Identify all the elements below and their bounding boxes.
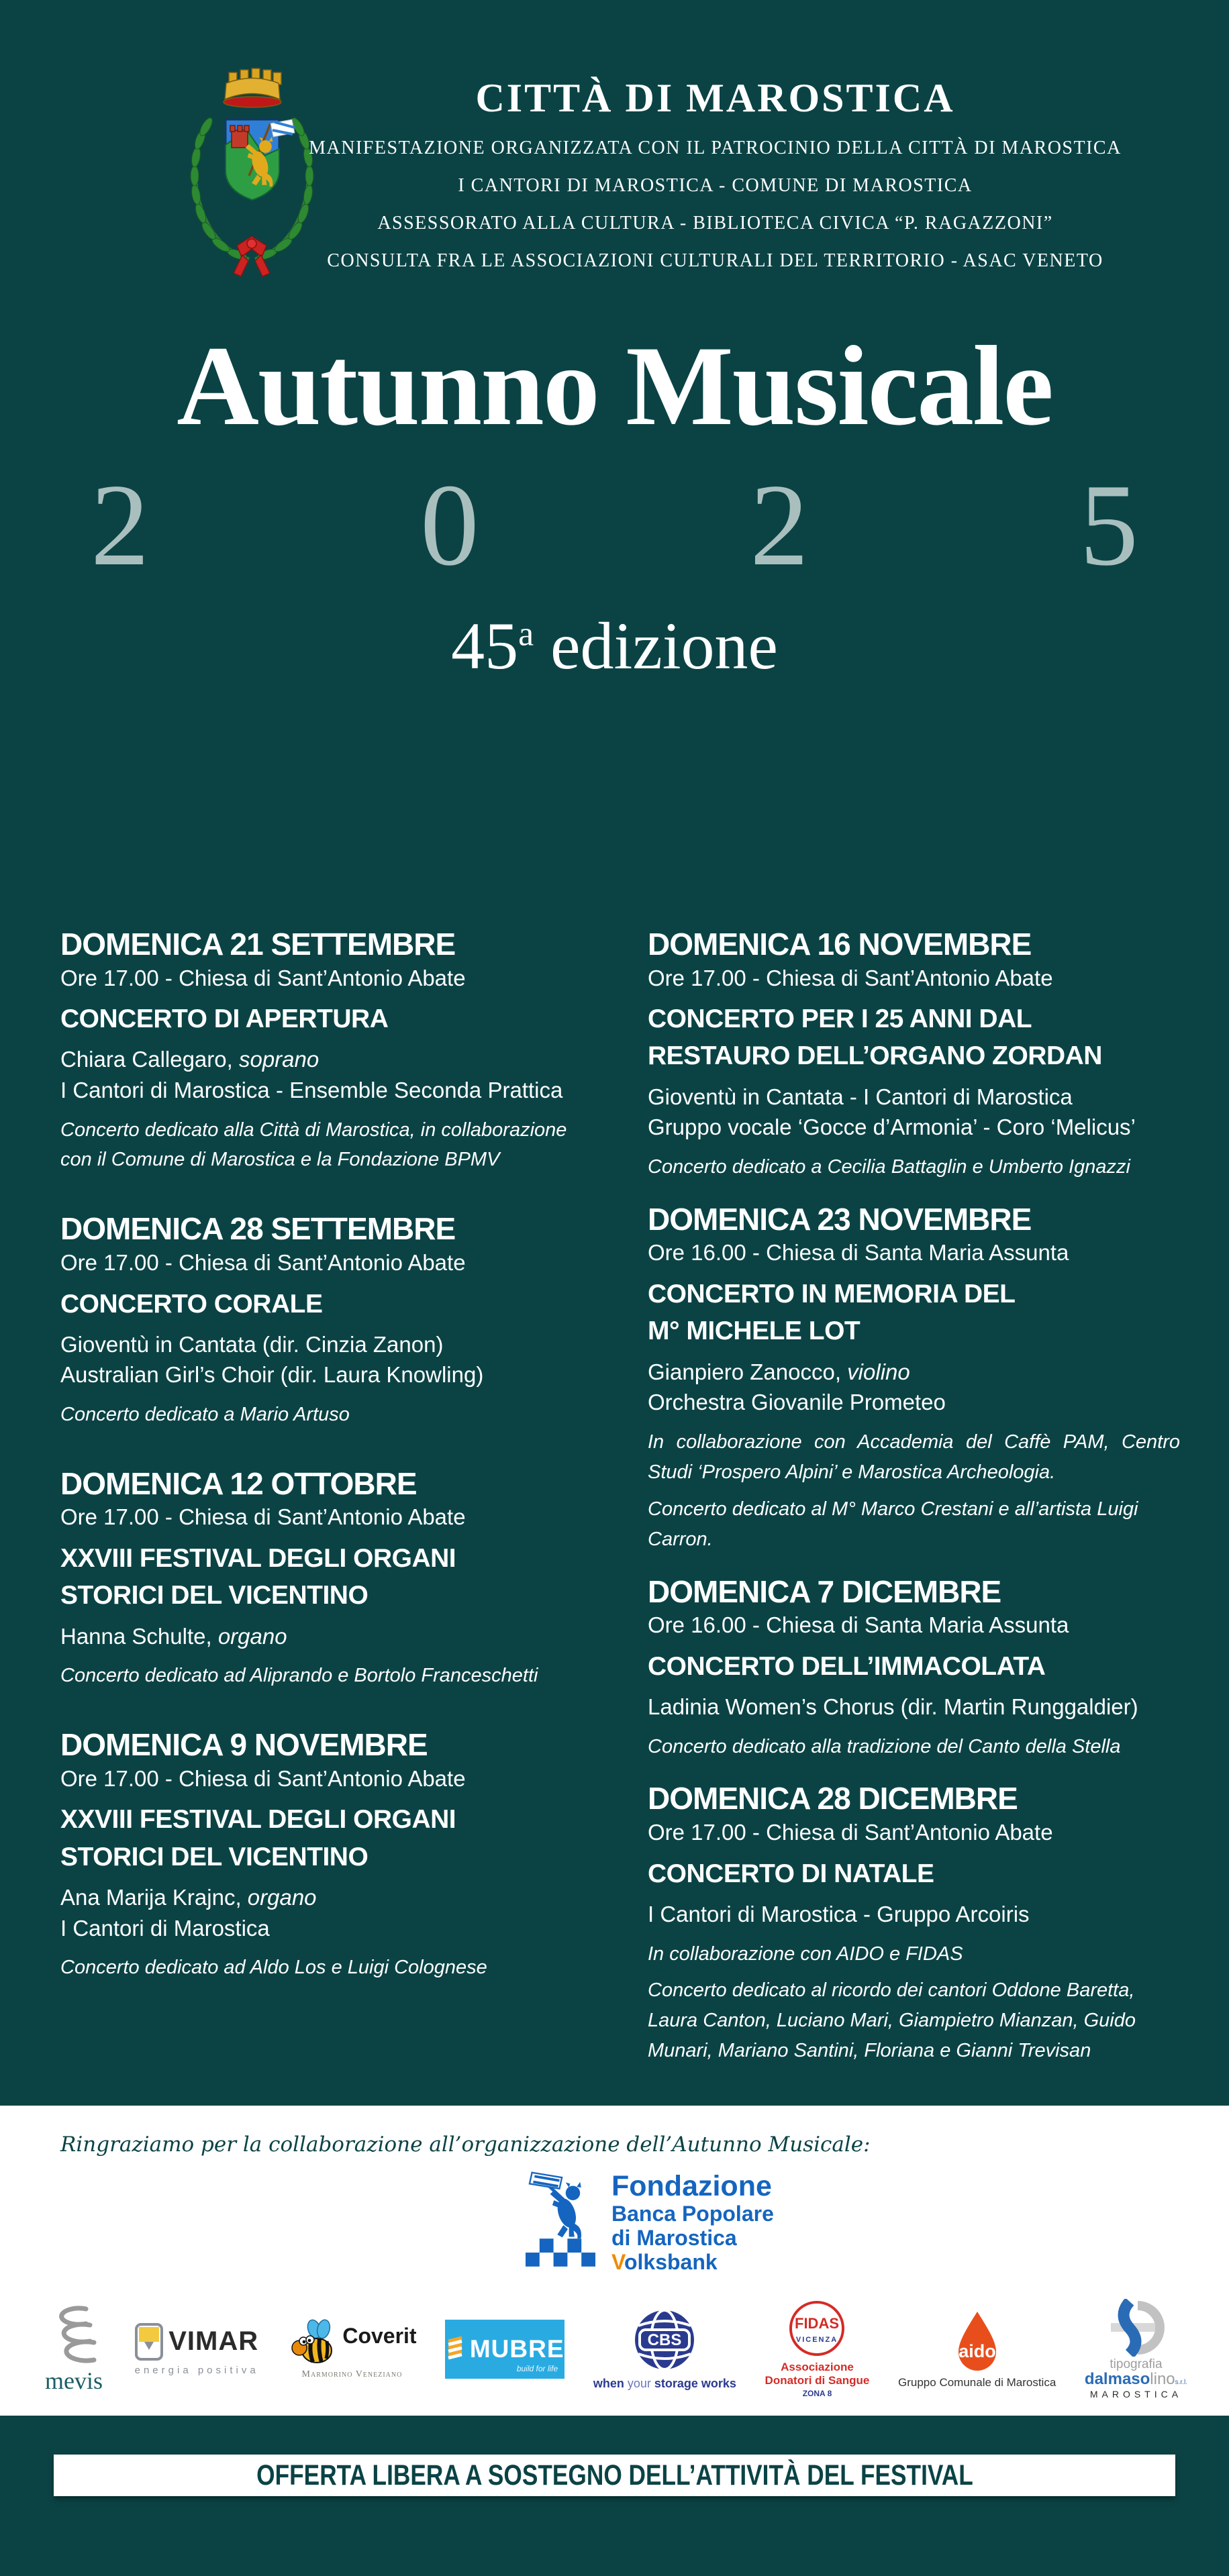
- concert-title-line: XXVIII FESTIVAL DEGLI ORGANI: [60, 1544, 456, 1574]
- fondazione-lion-icon: [526, 2170, 601, 2238]
- dedication-note: Concerto dedicato ad Aliprando e Bortolo Franceschetti: [60, 1665, 538, 1687]
- header-subtitle-2: I CANTORI DI MAROSTICA - COMUNE DI MAROSTICA: [458, 175, 973, 196]
- concert-entry: [648, 1782, 1180, 2066]
- dalmaso-srl: s.r.l.: [1175, 2378, 1187, 2386]
- aido-drop-icon: [953, 2309, 1001, 2373]
- concert-title: [648, 1648, 1180, 1685]
- concert-title-line: STORICI DEL VICENTINO: [60, 1581, 368, 1610]
- fondazione-line: Banca Popolare: [611, 2202, 774, 2226]
- concert-title-line: CONCERTO DI NATALE: [648, 1859, 934, 1888]
- performer-name: I Cantori di Marostica - Gruppo Arcoiris: [648, 1901, 1030, 1926]
- dalmaso-line-2: [1085, 2371, 1187, 2387]
- fondazione-logo-text: [611, 2170, 774, 2275]
- performer-name: Hanna Schulte,: [60, 1623, 218, 1649]
- fidas-line-3: ZONA 8: [802, 2389, 832, 2398]
- concert-title-line: CONCERTO IN MEMORIA DEL: [648, 1279, 1016, 1308]
- concert-entry: [648, 1202, 1180, 1555]
- fidas-circle-icon: [789, 2300, 845, 2357]
- concert-entry: [60, 1467, 593, 1691]
- performer-name: I Cantori di Marostica: [60, 1915, 270, 1941]
- performer-name: Australian Girl’s Choir (dir. Laura Knowling): [60, 1362, 484, 1388]
- dedication-note: Concerto dedicato al M° Marco Crestani e all’artista Luigi Carron.: [648, 1498, 1138, 1550]
- mubre-tagline: build for life: [516, 2364, 558, 2373]
- header-subtitle-3: ASSESSORATO ALLA CULTURA - BIBLIOTECA CIVICA “P. RAGAZZONI”: [377, 213, 1053, 234]
- dedication-note: Concerto dedicato alla tradizione del Canto della Stella: [648, 1735, 1121, 1757]
- checkerboard-icon: [526, 2238, 595, 2267]
- concert-title: [60, 1540, 593, 1614]
- cbs-globe-icon: [633, 2308, 696, 2371]
- performer-role: soprano: [238, 1047, 319, 1072]
- fidas-city: VICENZA: [796, 2336, 838, 2344]
- performer-name: Gruppo vocale ‘Gocce d’Armonia’ - Coro ‘Melicus’: [648, 1115, 1136, 1140]
- concert-time-location: Ore 17.00 - Chiesa di Sant’Antonio Abate: [648, 965, 1053, 990]
- performer-line: [60, 1913, 593, 1944]
- mubre-chevrons-icon: [446, 2336, 466, 2363]
- performer-name: Chiara Callegaro,: [60, 1047, 239, 1072]
- coverit-tagline: Marmorino Veneziano: [301, 2369, 403, 2379]
- performer-line: [60, 1044, 593, 1075]
- performer-name: Ladinia Women’s Chorus (dir. Martin Runggaldier): [648, 1694, 1138, 1720]
- dalmaso-suffix: lino: [1150, 2369, 1175, 2388]
- concert-title: [648, 1276, 1180, 1350]
- performer-line: [648, 1112, 1180, 1143]
- concert-title: [60, 1801, 593, 1875]
- concert-title-line: STORICI DEL VICENTINO: [60, 1842, 368, 1871]
- concert-time-location: Ore 17.00 - Chiesa di Sant’Antonio Abate: [60, 1765, 466, 1791]
- mubre-name: MUBRE: [469, 2335, 564, 2363]
- performer-role: violino: [847, 1359, 910, 1384]
- header-subtitle-1: MANIFESTAZIONE ORGANIZZATA CON IL PATROCINIO DELLA CITTÀ DI MAROSTICA: [309, 138, 1122, 158]
- sponsor-cbs-logo: [593, 2308, 736, 2391]
- thanks-line: Ringraziamo per la collaborazione all’organizzazione dell’Autunno Musicale:: [60, 2132, 871, 2157]
- cbs-name: CBS: [648, 2330, 682, 2349]
- cbs-tag-your: your: [624, 2376, 654, 2390]
- concert-date: DOMENICA 16 NOVEMBRE: [648, 927, 1032, 962]
- concert-title-line: CONCERTO DELL’IMMACOLATA: [648, 1651, 1046, 1681]
- concert-title-line: XXVIII FESTIVAL DEGLI ORGANI: [60, 1805, 456, 1835]
- year-digit: 2: [91, 460, 150, 590]
- vimar-tagline: energia positiva: [134, 2364, 259, 2376]
- concert-title-line: M° MICHELE LOT: [648, 1317, 861, 1346]
- concert-title: [648, 1855, 1180, 1892]
- concert-time-location: Ore 17.00 - Chiesa di Sant’Antonio Abate: [60, 1504, 466, 1530]
- header-subtitle-4: CONSULTA FRA LE ASSOCIAZIONI CULTURALI DEL TERRITORIO - ASAC VENETO: [327, 250, 1103, 271]
- concert-entry: [648, 927, 1180, 1182]
- dedication-note: Concerto dedicato alla Città di Marostica, in collaborazione con il Comune di Marostica e la Fondazione BPMV: [60, 1119, 567, 1171]
- coverit-bee-icon: [287, 2318, 340, 2368]
- sponsor-dalmaso-logo: [1085, 2299, 1187, 2400]
- edition-sup: a: [518, 615, 534, 654]
- city-title: CITTÀ DI MAROSTICA: [475, 76, 955, 120]
- vimar-icon: [135, 2323, 163, 2361]
- collaboration-note: In collaborazione con AIDO e FIDAS: [648, 1943, 963, 1965]
- concert-time-location: Ore 16.00 - Chiesa di Santa Maria Assunta: [648, 1240, 1069, 1266]
- concert-date: DOMENICA 28 SETTEMBRE: [60, 1211, 456, 1247]
- concert-date: DOMENICA 21 SETTEMBRE: [60, 927, 456, 962]
- concert-date: DOMENICA 9 NOVEMBRE: [60, 1727, 428, 1763]
- vimar-name: VIMAR: [168, 2326, 259, 2356]
- cbs-tag-storage: storage works: [654, 2376, 736, 2390]
- dedication-note: Concerto dedicato a Mario Artuso: [60, 1403, 350, 1425]
- performer-line: [60, 1882, 593, 1913]
- year-digit: 5: [1079, 460, 1138, 590]
- performer-name: Orchestra Giovanile Prometeo: [648, 1390, 946, 1415]
- dalmaso-line-1: tipografia: [1110, 2357, 1163, 2371]
- coverit-name: Coverit: [342, 2324, 417, 2348]
- performer-line: [60, 1329, 593, 1360]
- volksbank-rest: olksbank: [624, 2249, 718, 2274]
- column-left: [60, 927, 593, 2086]
- performer-line: [648, 1692, 1180, 1722]
- sponsor-fidas-logo: [765, 2300, 870, 2398]
- footer-banner: [54, 2455, 1175, 2496]
- sponsor-coverit-logo: [287, 2318, 416, 2380]
- performer-name: Ana Marija Krajnc,: [60, 1885, 248, 1910]
- cbs-tagline: [593, 2377, 736, 2391]
- aido-name: aido: [958, 2341, 996, 2361]
- concert-entry: [60, 927, 593, 1175]
- footer-banner-text: OFFERTA LIBERA A SOSTEGNO DELL’ATTIVITÀ DEL FESTIVAL: [256, 2459, 973, 2491]
- edition-word: edizione: [550, 609, 778, 683]
- performer-name: I Cantori di Marostica - Ensemble Seconda Prattica: [60, 1078, 563, 1103]
- mevis-spiral-icon: [42, 2304, 106, 2365]
- performer-line: [60, 1359, 593, 1390]
- fondazione-logo-mark: [526, 2170, 601, 2275]
- fidas-name: FIDAS: [795, 2315, 840, 2332]
- performer-name: Gianpiero Zanocco,: [648, 1359, 848, 1384]
- performer-line: [648, 1357, 1180, 1388]
- dedication-note: Concerto dedicato ad Aldo Los e Luigi Colognese: [60, 1957, 487, 1979]
- performer-role: organo: [247, 1885, 317, 1910]
- edition-line: [0, 607, 1229, 684]
- concert-title-line: CONCERTO PER I 25 ANNI DAL: [648, 1004, 1032, 1034]
- sponsors-panel: [0, 2106, 1229, 2416]
- concert-title: [60, 1286, 593, 1323]
- performer-line: [648, 1082, 1180, 1113]
- fidas-line-1: Associazione: [781, 2361, 854, 2373]
- performer-line: [648, 1899, 1180, 1930]
- dalmaso-city: MAROSTICA: [1089, 2389, 1183, 2400]
- sponsor-aido-logo: [898, 2309, 1056, 2389]
- concert-title-line: RESTAURO DELL’ORGANO ZORDAN: [648, 1041, 1102, 1071]
- performer-name: Gioventù in Cantata (dir. Cinzia Zanon): [60, 1331, 444, 1357]
- concert-date: DOMENICA 28 DICEMBRE: [648, 1781, 1018, 1816]
- collaboration-note: In collaborazione con Accademia del Caffè PAM, Centro Studi ‘Prospero Alpini’ e Marostica Archeologia.: [648, 1431, 1180, 1483]
- concert-time-location: Ore 17.00 - Chiesa di Sant’Antonio Abate: [648, 1820, 1053, 1845]
- concert-entry: [60, 1212, 593, 1429]
- concert-title: [60, 1000, 593, 1037]
- cbs-tag-when: when: [593, 2376, 624, 2390]
- sponsor-vimar-logo: [135, 2323, 259, 2376]
- fondazione-line: di Marostica: [611, 2225, 737, 2250]
- dedication-note: Concerto dedicato a Cecilia Battaglin e Umberto Ignazzi: [648, 1155, 1130, 1178]
- mubre-box: [445, 2320, 564, 2379]
- sponsor-mubre-logo: [445, 2320, 564, 2379]
- aido-tagline: Gruppo Comunale di Marostica: [898, 2376, 1056, 2389]
- concert-time-location: Ore 17.00 - Chiesa di Sant’Antonio Abate: [60, 965, 466, 990]
- concert-columns: [60, 927, 1180, 2086]
- concert-date: DOMENICA 7 DICEMBRE: [648, 1574, 1001, 1609]
- festival-title: Autunno Musicale: [177, 323, 1052, 449]
- concert-time-location: Ore 17.00 - Chiesa di Sant’Antonio Abate: [60, 1249, 466, 1275]
- sponsor-mevis-logo: [42, 2304, 106, 2395]
- dalmaso-name: dalmaso: [1084, 2369, 1150, 2388]
- header: [201, 75, 1229, 272]
- festival-year: [91, 458, 1138, 593]
- volksbank-v: V: [611, 2249, 624, 2274]
- year-digit: 0: [420, 460, 479, 590]
- dalmaso-mark-icon: [1107, 2299, 1165, 2357]
- sponsor-logo-row: [42, 2299, 1187, 2400]
- concert-date: DOMENICA 23 NOVEMBRE: [648, 1201, 1032, 1237]
- column-right: [648, 927, 1180, 2086]
- concert-title: [648, 1000, 1180, 1075]
- concert-date: DOMENICA 12 OTTOBRE: [60, 1465, 417, 1501]
- performer-line: [60, 1075, 593, 1106]
- concert-entry: [648, 1575, 1180, 1762]
- concert-time-location: Ore 16.00 - Chiesa di Santa Maria Assunta: [648, 1612, 1069, 1638]
- dedication-note: Concerto dedicato al ricordo dei cantori Oddone Baretta, Laura Canton, Luciano Mari, Giampietro Mianzan, Guido Munari, Mariano Santini, Floriana e Gianni Trevisan: [648, 1979, 1136, 2062]
- fondazione-line: Fondazione: [611, 2170, 772, 2202]
- concert-title-line: CONCERTO DI APERTURA: [60, 1004, 389, 1034]
- sponsor-fondazione-bpm-volksbank: [526, 2170, 774, 2275]
- concert-entry: [60, 1728, 593, 1983]
- year-digit: 2: [750, 460, 809, 590]
- performer-line: [648, 1387, 1180, 1418]
- mevis-name: mevis: [45, 2367, 103, 2394]
- fidas-line-2: Donatori di Sangue: [765, 2374, 870, 2387]
- performer-name: Gioventù in Cantata - I Cantori di Marostica: [648, 1084, 1073, 1109]
- performer-role: organo: [217, 1623, 287, 1649]
- performer-line: [60, 1621, 593, 1652]
- edition-number: 45: [451, 609, 519, 683]
- concert-title-line: CONCERTO CORALE: [60, 1289, 323, 1319]
- volksbank-line: [611, 2251, 774, 2275]
